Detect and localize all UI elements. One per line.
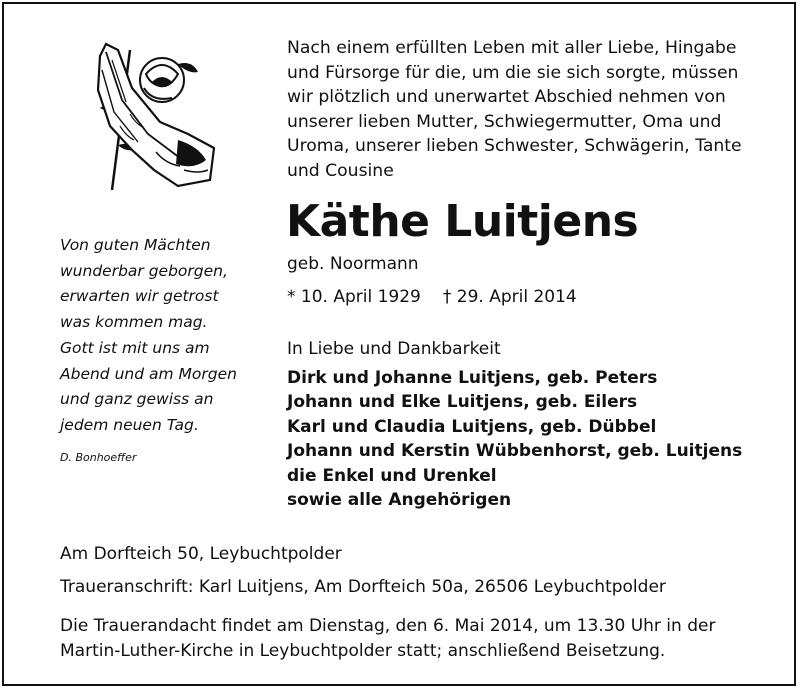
mourner-entry: Johann und Kerstin Wübbenhorst, geb. Luitjens (287, 441, 743, 462)
service-info (60, 614, 715, 664)
intro-line: und Cousine (287, 160, 394, 181)
mourner-entry: die Enkel und Urenkel (287, 465, 497, 486)
birth-date: * 10. April 1929 (287, 287, 421, 307)
life-dates (287, 287, 577, 307)
death-date: † 29. April 2014 (442, 287, 577, 307)
intro-line: Nach einem erfüllten Leben mit aller Liebe, Hingabe (287, 38, 737, 58)
home-address: Am Dorfteich 50, Leybuchtpolder (60, 544, 342, 564)
gratitude-line: In Liebe und Dankbarkeit (287, 339, 501, 359)
intro-line: und Fürsorge für die, um die sie sich sorgte, müssen (287, 62, 739, 83)
intro-line: Uroma, unserer lieben Schwester, Schwägerin, Tante (287, 136, 742, 157)
poem-line: Von guten Mächten (60, 236, 211, 254)
service-line: Die Trauerandacht findet am Dienstag, den 6. Mai 2014, um 13.30 Uhr in der (60, 616, 716, 636)
intro-text (287, 36, 757, 184)
poem-line: jedem neuen Tag. (60, 415, 199, 434)
poem-line: und ganz gewiss an (60, 390, 214, 409)
intro-line: unserer lieben Mutter, Schwiegermutter, Oma und (287, 111, 722, 132)
mourner-entry: Dirk und Johanne Luitjens, geb. Peters (287, 368, 658, 388)
poem (60, 233, 270, 439)
poem-line: was kommen mag. (60, 313, 208, 332)
service-line: Martin-Luther-Kirche in Leybuchtpolder statt; anschließend Beisetzung. (60, 641, 666, 661)
mourner-entry: Johann und Elke Luitjens, geb. Eilers (287, 392, 638, 413)
mourning-address: Traueranschrift: Karl Luitjens, Am Dorfteich 50a, 26506 Leybuchtpolder (60, 577, 666, 597)
mourner-entry: Karl und Claudia Luitjens, geb. Dübbel (287, 416, 657, 437)
poem-line: wunderbar geborgen, (60, 261, 228, 280)
poem-author: D. Bonhoeffer (60, 451, 137, 464)
praying-hands-rose-icon (60, 30, 230, 200)
mourner-entry: sowie alle Angehörigen (287, 490, 512, 511)
intro-line: wir plötzlich und unerwartet Abschied nehmen von (287, 87, 726, 108)
birth-name: geb. Noormann (287, 254, 419, 274)
poem-line: Abend und am Morgen (60, 364, 237, 383)
deceased-name: Käthe Luitjens (286, 196, 639, 247)
poem-line: Gott ist mit uns am (60, 338, 210, 357)
mourners-list (287, 366, 742, 512)
poem-line: erwarten wir getrost (60, 287, 219, 306)
